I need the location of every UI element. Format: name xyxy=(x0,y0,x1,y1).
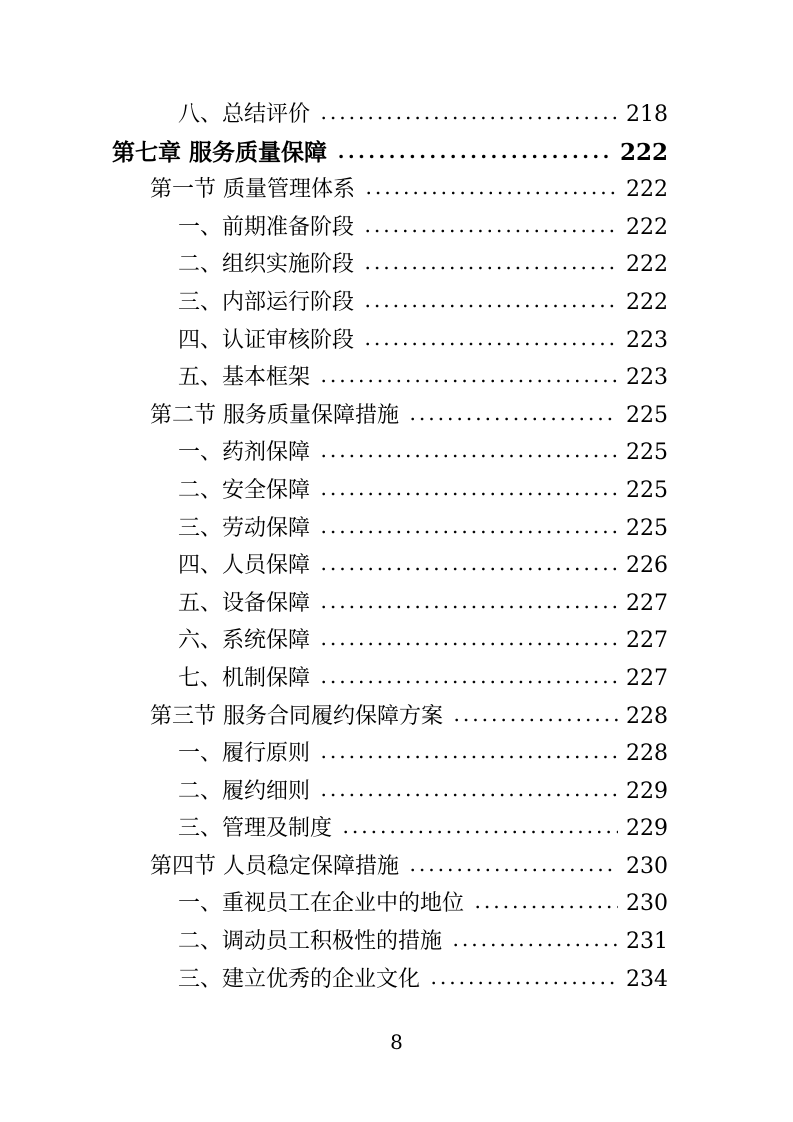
toc-entry[interactable] xyxy=(112,735,668,773)
toc-dot-leader xyxy=(363,341,618,347)
toc-entry-page: 222 xyxy=(619,138,668,166)
toc-entry-label: 二、安全保障 xyxy=(178,477,311,503)
toc-entry-page: 227 xyxy=(626,628,668,654)
toc-entry[interactable] xyxy=(112,773,668,811)
toc-entry-page: 227 xyxy=(626,665,668,691)
toc-entry-label: 第七章 服务质量保障 xyxy=(112,138,328,166)
toc-entry[interactable] xyxy=(112,698,668,736)
table-of-contents xyxy=(112,96,668,998)
toc-entry-page: 223 xyxy=(626,365,668,391)
toc-entry-page: 228 xyxy=(626,741,668,767)
toc-entry-label: 六、系统保障 xyxy=(178,628,311,654)
toc-entry-label: 五、设备保障 xyxy=(178,590,311,616)
toc-dot-leader xyxy=(319,566,618,572)
toc-entry-label: 第四节 人员稳定保障措施 xyxy=(150,853,399,879)
toc-entry[interactable] xyxy=(112,434,668,472)
toc-entry-page: 218 xyxy=(626,102,668,127)
toc-dot-leader xyxy=(319,378,618,384)
toc-dot-leader xyxy=(473,904,618,910)
toc-entry[interactable] xyxy=(112,322,668,360)
toc-dot-leader xyxy=(319,679,618,685)
toc-dot-leader xyxy=(452,717,618,723)
toc-entry-label: 四、认证审核阶段 xyxy=(178,327,355,353)
toc-dot-leader xyxy=(363,228,618,234)
toc-entry[interactable] xyxy=(112,810,668,848)
toc-entry-page: 222 xyxy=(626,252,668,278)
toc-dot-leader xyxy=(363,265,618,271)
toc-entry[interactable] xyxy=(112,246,668,284)
toc-entry-label: 第一节 质量管理体系 xyxy=(150,177,355,203)
toc-entry-page: 229 xyxy=(626,778,668,804)
toc-entry-label: 三、劳动保障 xyxy=(178,515,311,541)
toc-entry[interactable] xyxy=(112,96,668,134)
toc-entry[interactable] xyxy=(112,472,668,510)
toc-dot-leader xyxy=(319,792,618,798)
toc-entry-label: 一、药剂保障 xyxy=(178,440,311,466)
toc-entry[interactable] xyxy=(112,171,668,209)
toc-entry-label: 五、基本框架 xyxy=(178,365,311,391)
toc-dot-leader xyxy=(319,604,618,610)
toc-dot-leader xyxy=(363,303,618,309)
toc-entry[interactable] xyxy=(112,284,668,322)
toc-entry[interactable] xyxy=(112,885,668,923)
toc-entry-page: 228 xyxy=(626,703,668,729)
toc-entry[interactable] xyxy=(112,622,668,660)
toc-entry-label: 八、总结评价 xyxy=(178,102,311,127)
toc-dot-leader xyxy=(364,190,618,196)
toc-entry[interactable] xyxy=(112,134,668,172)
toc-dot-leader xyxy=(408,416,618,422)
toc-entry-page: 226 xyxy=(626,553,668,579)
toc-entry-label: 第三节 服务合同履约保障方案 xyxy=(150,703,443,729)
toc-dot-leader xyxy=(319,529,618,535)
toc-dot-leader xyxy=(319,453,618,459)
toc-entry[interactable] xyxy=(112,547,668,585)
toc-entry-page: 229 xyxy=(626,816,668,842)
toc-entry-label: 一、前期准备阶段 xyxy=(178,214,355,240)
toc-entry-page: 222 xyxy=(626,289,668,315)
toc-entry[interactable] xyxy=(112,660,668,698)
toc-entry-page: 225 xyxy=(626,515,668,541)
toc-entry-label: 二、调动员工积极性的措施 xyxy=(178,929,443,955)
toc-entry-page: 230 xyxy=(626,853,668,879)
toc-entry[interactable] xyxy=(112,961,668,999)
toc-entry[interactable] xyxy=(112,397,668,435)
toc-entry-page: 222 xyxy=(626,177,668,203)
toc-entry-page: 230 xyxy=(626,891,668,917)
toc-entry[interactable] xyxy=(112,359,668,397)
toc-entry-label: 第二节 服务质量保障措施 xyxy=(150,402,399,428)
toc-dot-leader xyxy=(319,641,618,647)
toc-entry-label: 三、建立优秀的企业文化 xyxy=(178,966,421,992)
toc-entry[interactable] xyxy=(112,510,668,548)
toc-entry[interactable] xyxy=(112,209,668,247)
toc-entry[interactable] xyxy=(112,585,668,623)
toc-entry[interactable] xyxy=(112,923,668,961)
toc-entry-label: 四、人员保障 xyxy=(178,553,311,579)
toc-entry-page: 231 xyxy=(626,929,668,955)
toc-entry-page: 225 xyxy=(626,477,668,503)
toc-dot-leader xyxy=(408,867,618,873)
toc-entry[interactable] xyxy=(112,848,668,886)
toc-entry-page: 227 xyxy=(626,590,668,616)
toc-dot-leader xyxy=(336,153,612,160)
page-number-footer: 8 xyxy=(390,1030,403,1054)
toc-dot-leader xyxy=(451,942,618,948)
toc-dot-leader xyxy=(341,829,618,835)
toc-dot-leader xyxy=(319,491,618,497)
toc-entry-page: 225 xyxy=(626,402,668,428)
toc-entry-page: 222 xyxy=(626,214,668,240)
toc-entry-label: 一、重视员工在企业中的地位 xyxy=(178,891,465,917)
toc-dot-leader xyxy=(429,980,618,986)
toc-entry-label: 二、组织实施阶段 xyxy=(178,252,355,278)
toc-entry-label: 二、履约细则 xyxy=(178,778,311,804)
toc-entry-page: 223 xyxy=(626,327,668,353)
toc-entry-label: 七、机制保障 xyxy=(178,665,311,691)
toc-entry-label: 三、管理及制度 xyxy=(178,816,333,842)
toc-entry-label: 一、履行原则 xyxy=(178,741,311,767)
toc-entry-page: 234 xyxy=(626,966,668,992)
toc-entry-page: 225 xyxy=(626,440,668,466)
toc-dot-leader xyxy=(319,754,618,760)
toc-dot-leader xyxy=(319,115,618,121)
toc-entry-label: 三、内部运行阶段 xyxy=(178,289,355,315)
